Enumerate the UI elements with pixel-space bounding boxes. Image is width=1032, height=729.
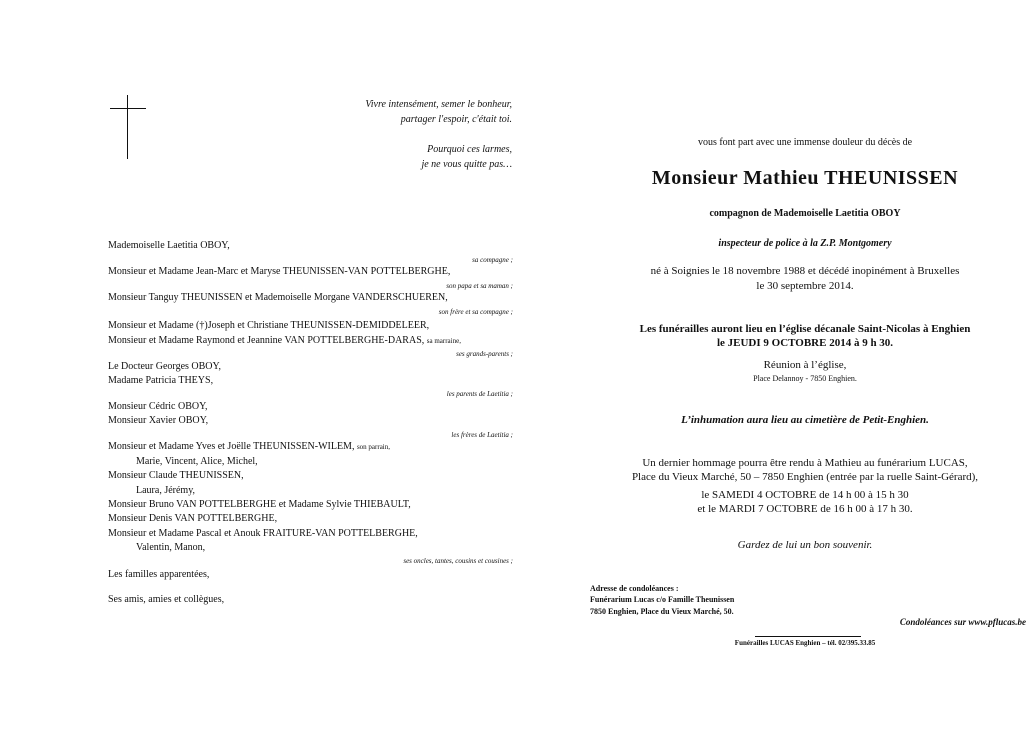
tribute-address: Place du Vieux Marché, 50 – 7850 Enghien (entrée par la ruelle Saint-Gérard),: [631, 471, 979, 483]
partner-line: compagnon de Mademoiselle Laetitia OBOY: [709, 208, 901, 219]
family-line-text: Monsieur et Madame Raymond et Jeannine VAN POTTELBERGHE-DARAS,: [108, 335, 425, 346]
family-line: Mademoiselle Laetitia OBOY,: [108, 240, 230, 251]
quote-line: je ne vous quitte pas…: [421, 159, 512, 170]
relation-note: ses grands-parents ;: [456, 350, 513, 358]
family-line: Monsieur Xavier OBOY,: [108, 415, 209, 426]
funeral-line: Les funérailles auront lieu en l’église décanale Saint-Nicolas à Enghien: [639, 323, 971, 335]
relation-note: son frère et sa compagne ;: [438, 308, 513, 316]
address-line: Adresse de condoléances :: [590, 584, 679, 593]
family-line: [108, 441, 390, 452]
family-line: Monsieur Cédric OBOY,: [108, 401, 208, 412]
tribute-line: Un dernier hommage pourra être rendu à Mathieu au funérarium LUCAS,: [642, 457, 968, 469]
family-line: Monsieur Claude THEUNISSEN,: [108, 470, 244, 481]
visiting-times: et le MARDI 7 OCTOBRE de 16 h 00 à 17 h 30.: [697, 503, 913, 515]
intro-line: vous font part avec une immense douleur du décès de: [697, 137, 913, 148]
family-line: Madame Patricia THEYS,: [108, 375, 214, 386]
footer-divider: [755, 636, 861, 637]
burial-line: L’inhumation aura lieu au cimetière de Petit-Enghien.: [681, 414, 929, 426]
deceased-name: Monsieur Mathieu THEUNISSEN: [651, 167, 959, 189]
address-line: 7850 Enghien, Place du Vieux Marché, 50.: [590, 607, 734, 616]
address-line: Funérarium Lucas c/o Famille Theunissen: [590, 595, 735, 604]
condolences-website: Condoléances sur www.pflucas.be: [899, 617, 1026, 627]
family-line: Le Docteur Georges OBOY,: [108, 361, 221, 372]
family-line: Monsieur Tanguy THEUNISSEN et Mademoiselle Morgane VANDERSCHUEREN,: [108, 292, 448, 303]
family-line: Monsieur et Madame (†)Joseph et Christiane THEUNISSEN-DEMIDDELEER,: [108, 320, 430, 331]
family-line: Monsieur et Madame Pascal et Anouk FRAITURE-VAN POTTELBERGHE,: [108, 528, 418, 539]
family-line-note: sa marraine,: [426, 337, 461, 345]
family-line-note: son parrain,: [356, 443, 390, 451]
birth-death-line: né à Soignies le 18 novembre 1988 et décédé inopinément à Bruxelles: [650, 265, 960, 277]
relation-note: sa compagne ;: [472, 256, 513, 264]
meeting-place: Place Delannoy - 7850 Enghien.: [753, 374, 857, 383]
family-line: Monsieur Bruno VAN POTTELBERGHE et Madame Sylvie THIEBAULT,: [108, 499, 411, 510]
family-line: Monsieur et Madame Jean-Marc et Maryse THEUNISSEN-VAN POTTELBERGHE,: [108, 266, 451, 277]
meeting-line: Réunion à l’église,: [763, 359, 847, 371]
relation-note: ses oncles, tantes, cousins et cousines ;: [403, 557, 513, 565]
family-line: Les familles apparentées,: [108, 569, 210, 580]
family-list: [108, 0, 513, 729]
relation-note: les frères de Laetitia ;: [451, 431, 513, 439]
visiting-times: le SAMEDI 4 OCTOBRE de 14 h 00 à 15 h 30: [701, 489, 909, 501]
quote-line: Pourquoi ces larmes,: [427, 144, 512, 155]
birth-death-line: le 30 septembre 2014.: [756, 280, 854, 292]
family-line: Monsieur Denis VAN POTTELBERGHE,: [108, 513, 278, 524]
remembrance-line: Gardez de lui un bon souvenir.: [737, 539, 873, 551]
profession-line: inspecteur de police à la Z.P. Montgomery: [718, 238, 892, 249]
family-line: [108, 335, 461, 346]
family-line: Ses amis, amies et collègues,: [108, 594, 225, 605]
funeral-date: le JEUDI 9 OCTOBRE 2014 à 9 h 30.: [716, 337, 894, 349]
relation-note: les parents de Laetitia ;: [446, 390, 513, 398]
family-line-indented: Marie, Vincent, Alice, Michel,: [136, 456, 258, 467]
family-line-indented: Valentin, Manon,: [136, 542, 206, 553]
funeral-home-footer: Funérailles LUCAS Enghien – tél. 02/395.33.85: [734, 639, 876, 647]
quote-line: partager l'espoir, c'était toi.: [400, 114, 512, 125]
relation-note: son papa et sa maman ;: [446, 282, 513, 290]
quote-line: Vivre intensément, semer le bonheur,: [365, 99, 512, 110]
family-line-text: Monsieur et Madame Yves et Joëlle THEUNISSEN-WILEM,: [108, 441, 355, 452]
family-line-indented: Laura, Jérémy,: [136, 485, 196, 496]
